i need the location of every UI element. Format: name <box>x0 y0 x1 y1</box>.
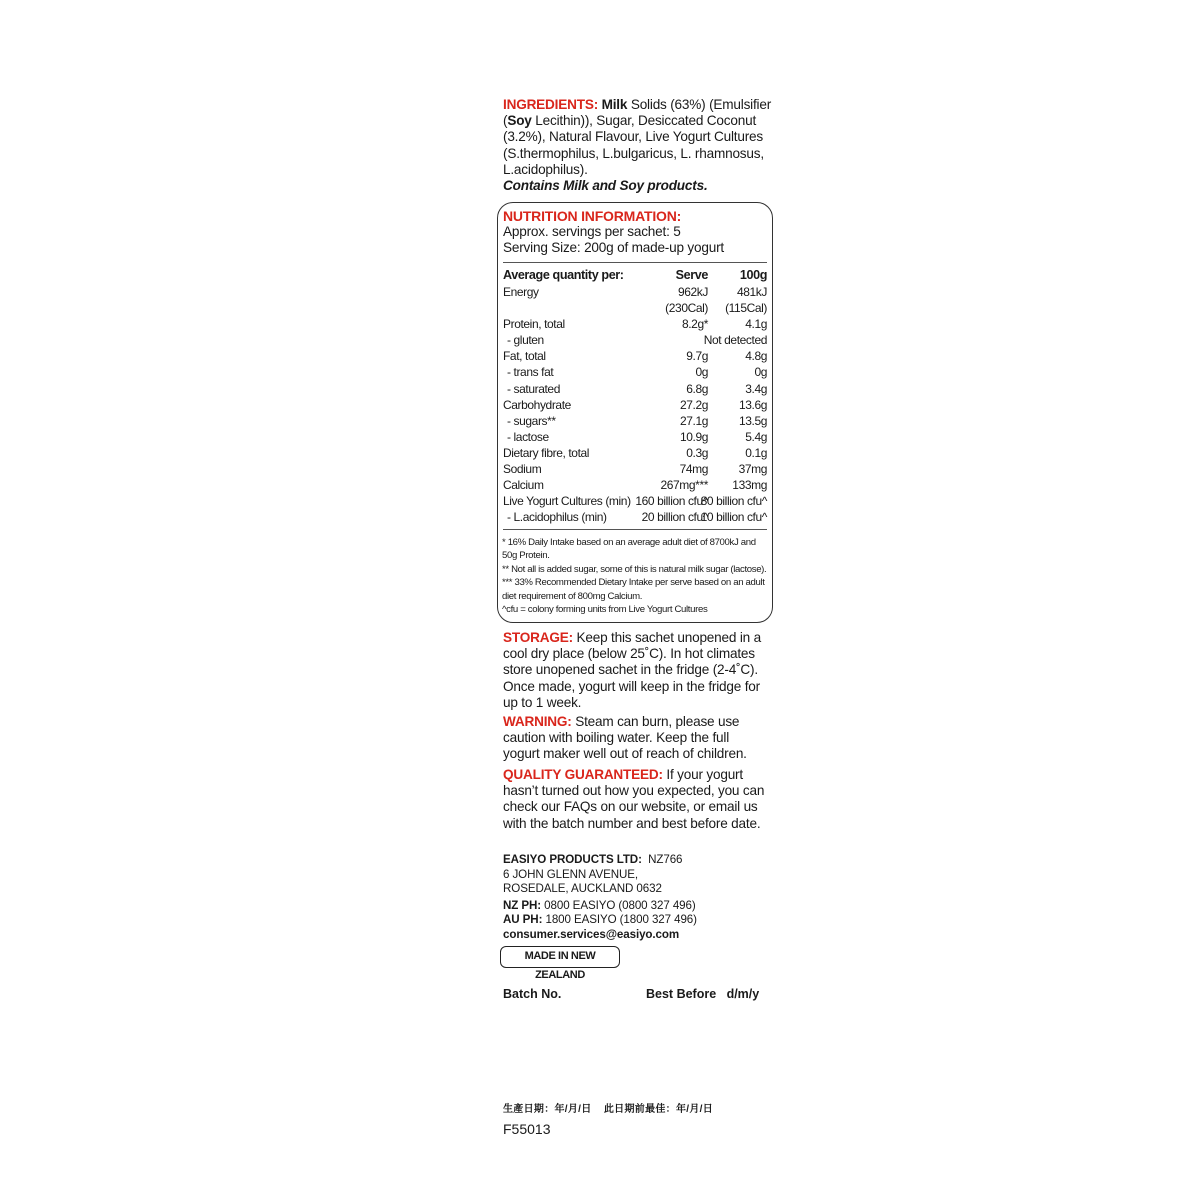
warning-text: Steam can burn, please use caution with boiling water. Keep the full yogurt maker well out of reach of children. <box>503 714 747 762</box>
table-row <box>503 413 767 429</box>
table-row <box>503 364 767 380</box>
per-100g-value: 4.1g <box>745 317 767 332</box>
table-row <box>503 332 767 348</box>
per-serve-value: 8.2g* <box>681 317 708 332</box>
per-serve-value: 0g <box>695 365 708 380</box>
nutrient-label: - sugars** <box>507 413 556 428</box>
address-line-1: 6 JOHN GLENN AVENUE, <box>503 867 639 881</box>
quality-section <box>503 767 765 832</box>
allergen-statement: Contains Milk and Soy products. <box>503 178 708 194</box>
serving-size: Serving Size: 200g of made-up yogurt <box>503 240 725 256</box>
per-100g-value: 0g <box>754 365 767 380</box>
nutrient-label: Live Yogurt Cultures (min) <box>503 494 631 509</box>
footnote: ^cfu = colony forming units from Live Yogurt Cultures <box>502 604 708 616</box>
nutrition-title: NUTRITION INFORMATION: <box>503 208 682 224</box>
nutrition-table <box>503 267 767 525</box>
per-serve-value: 267mg*** <box>660 478 708 493</box>
per-serve-value: 962kJ <box>677 285 708 299</box>
best-before-label <box>646 987 759 1001</box>
batch-number-label: Batch No. <box>503 987 562 1001</box>
column-header-100g: 100g <box>739 268 767 282</box>
table-row <box>503 493 767 509</box>
per-serve-value: 0.3g <box>686 445 708 460</box>
column-header-serve: Serve <box>675 268 708 282</box>
nutrient-label: - saturated <box>507 381 560 396</box>
quality-text: If your yogurt hasn’t turned out how you expected, you can check our FAQs on our website, or email us with the batch number and best before date. <box>503 767 765 831</box>
table-row <box>503 397 767 413</box>
per-100g-value: Not detected <box>703 333 767 348</box>
contact-email: consumer.services@easiyo.com <box>503 927 680 941</box>
chinese-date-labels <box>503 1100 713 1115</box>
nutrition-rows <box>503 284 767 525</box>
ingredients-text-1: Solids (63%) (Emulsifier ( <box>503 97 772 129</box>
footnote: *** 33% Recommended Dietary Intake per serve based on an adult diet requirement of 800mg Calcium. <box>502 577 765 602</box>
per-serve-value: 27.2g <box>679 397 708 412</box>
au-phone: 1800 EASIYO (1800 327 496) <box>545 913 697 927</box>
per-serve-value: 160 billion cfu^ <box>635 494 708 509</box>
nutrient-label: - trans fat <box>507 365 554 380</box>
per-serve-value: 6.8g <box>686 381 708 396</box>
table-row <box>503 284 767 300</box>
per-100g-value: 4.8g <box>745 349 767 364</box>
chinese-date-text: 生產日期：年/月/日 此日期前最佳：年/月/日 <box>503 1104 714 1115</box>
table-row <box>503 381 767 397</box>
best-before-text: Best Before d/m/y <box>646 987 760 1001</box>
soy-allergen: Soy <box>507 113 532 129</box>
per-serve-value: 27.1g <box>679 413 708 428</box>
per-100g-value: 80 billion cfu^ <box>700 494 767 509</box>
nz-phone-label: NZ PH: <box>503 898 542 912</box>
nutrition-panel <box>497 202 773 623</box>
per-100g-value: 13.5g <box>738 413 767 428</box>
storage-section <box>503 630 765 711</box>
table-row <box>503 477 767 493</box>
per-serve-value: 10.9g <box>679 429 708 444</box>
table-row <box>503 316 767 332</box>
per-serve-value: 74mg <box>679 462 708 477</box>
per-100g-value: 10 billion cfu^ <box>700 510 767 525</box>
ingredients-text-2: Lecithin)), Sugar, Desiccated Coconut (3.2%), Natural Flavour, Live Yogurt Cultures (S.thermophilus, L.bulgaricus, L. rhamnosus, L.acidophilus). <box>503 113 764 177</box>
nutrient-label: Energy <box>503 285 539 299</box>
product-code: F55013 <box>503 1121 551 1137</box>
table-row <box>503 429 767 445</box>
per-serve-value: 20 billion cfu^ <box>641 510 708 525</box>
company-info <box>503 853 763 943</box>
table-row <box>503 461 767 477</box>
ingredients-section <box>503 97 778 194</box>
table-row <box>503 300 767 316</box>
servings-per-pack: Approx. servings per sachet: 5 <box>503 224 681 240</box>
per-100g-value: 481kJ <box>736 285 767 299</box>
footnote: ** Not all is added sugar, some of this is natural milk sugar (lactose). <box>502 563 767 575</box>
nutrient-label: Protein, total <box>503 317 565 332</box>
nutrient-label: Fat, total <box>503 349 546 364</box>
nutrient-label: - lactose <box>507 429 549 444</box>
per-serve-value: 9.7g <box>686 349 708 364</box>
quality-heading: QUALITY GUARANTEED: <box>503 767 663 782</box>
footnotes <box>502 536 772 616</box>
au-phone-label: AU PH: <box>503 913 543 927</box>
table-header <box>503 267 767 284</box>
nz-phone: 0800 EASIYO (0800 327 496) <box>544 898 696 912</box>
divider <box>503 262 767 263</box>
divider <box>503 529 767 530</box>
per-100g-value: 5.4g <box>745 429 767 444</box>
nutrient-label: Sodium <box>503 462 542 477</box>
nutrient-label: Carbohydrate <box>503 397 571 412</box>
footnote: * 16% Daily Intake based on an average adult diet of 8700kJ and 50g Protein. <box>502 537 756 562</box>
address-line-2: ROSEDALE, AUCKLAND 0632 <box>503 882 662 896</box>
per-100g-value: (115Cal) <box>725 301 767 316</box>
per-100g-value: 37mg <box>738 462 767 477</box>
nutrition-header <box>503 208 765 257</box>
table-row <box>503 509 767 525</box>
per-100g-value: 13.6g <box>738 397 767 412</box>
ingredients-heading: INGREDIENTS: <box>503 97 599 112</box>
per-serve-value: (230Cal) <box>665 301 708 316</box>
nutrient-label: Calcium <box>503 478 544 493</box>
warning-section <box>503 714 765 763</box>
per-100g-value: 0.1g <box>745 445 767 460</box>
warning-heading: WARNING: <box>503 714 572 729</box>
milk-allergen: Milk <box>601 97 628 112</box>
table-row <box>503 348 767 364</box>
company-name: EASIYO PRODUCTS LTD: <box>503 853 642 866</box>
nutrient-label: Dietary fibre, total <box>503 445 590 460</box>
made-in-badge: MADE IN NEW ZEALAND <box>500 946 620 968</box>
per-100g-value: 3.4g <box>745 381 767 396</box>
storage-heading: STORAGE: <box>503 630 573 645</box>
per-100g-value: 133mg <box>732 478 767 493</box>
column-header-label: Average quantity per: <box>503 268 624 282</box>
nutrient-label: - gluten <box>507 333 544 348</box>
nutrient-label: - L.acidophilus (min) <box>507 510 607 525</box>
storage-text: Keep this sachet unopened in a cool dry place (below 25˚C). In hot climates store unopened sachet in the fridge (2-4˚C). Once made, yogurt will keep in the fridge for up to 1 week. <box>503 630 761 710</box>
company-code: NZ766 <box>648 853 683 866</box>
table-row <box>503 445 767 461</box>
